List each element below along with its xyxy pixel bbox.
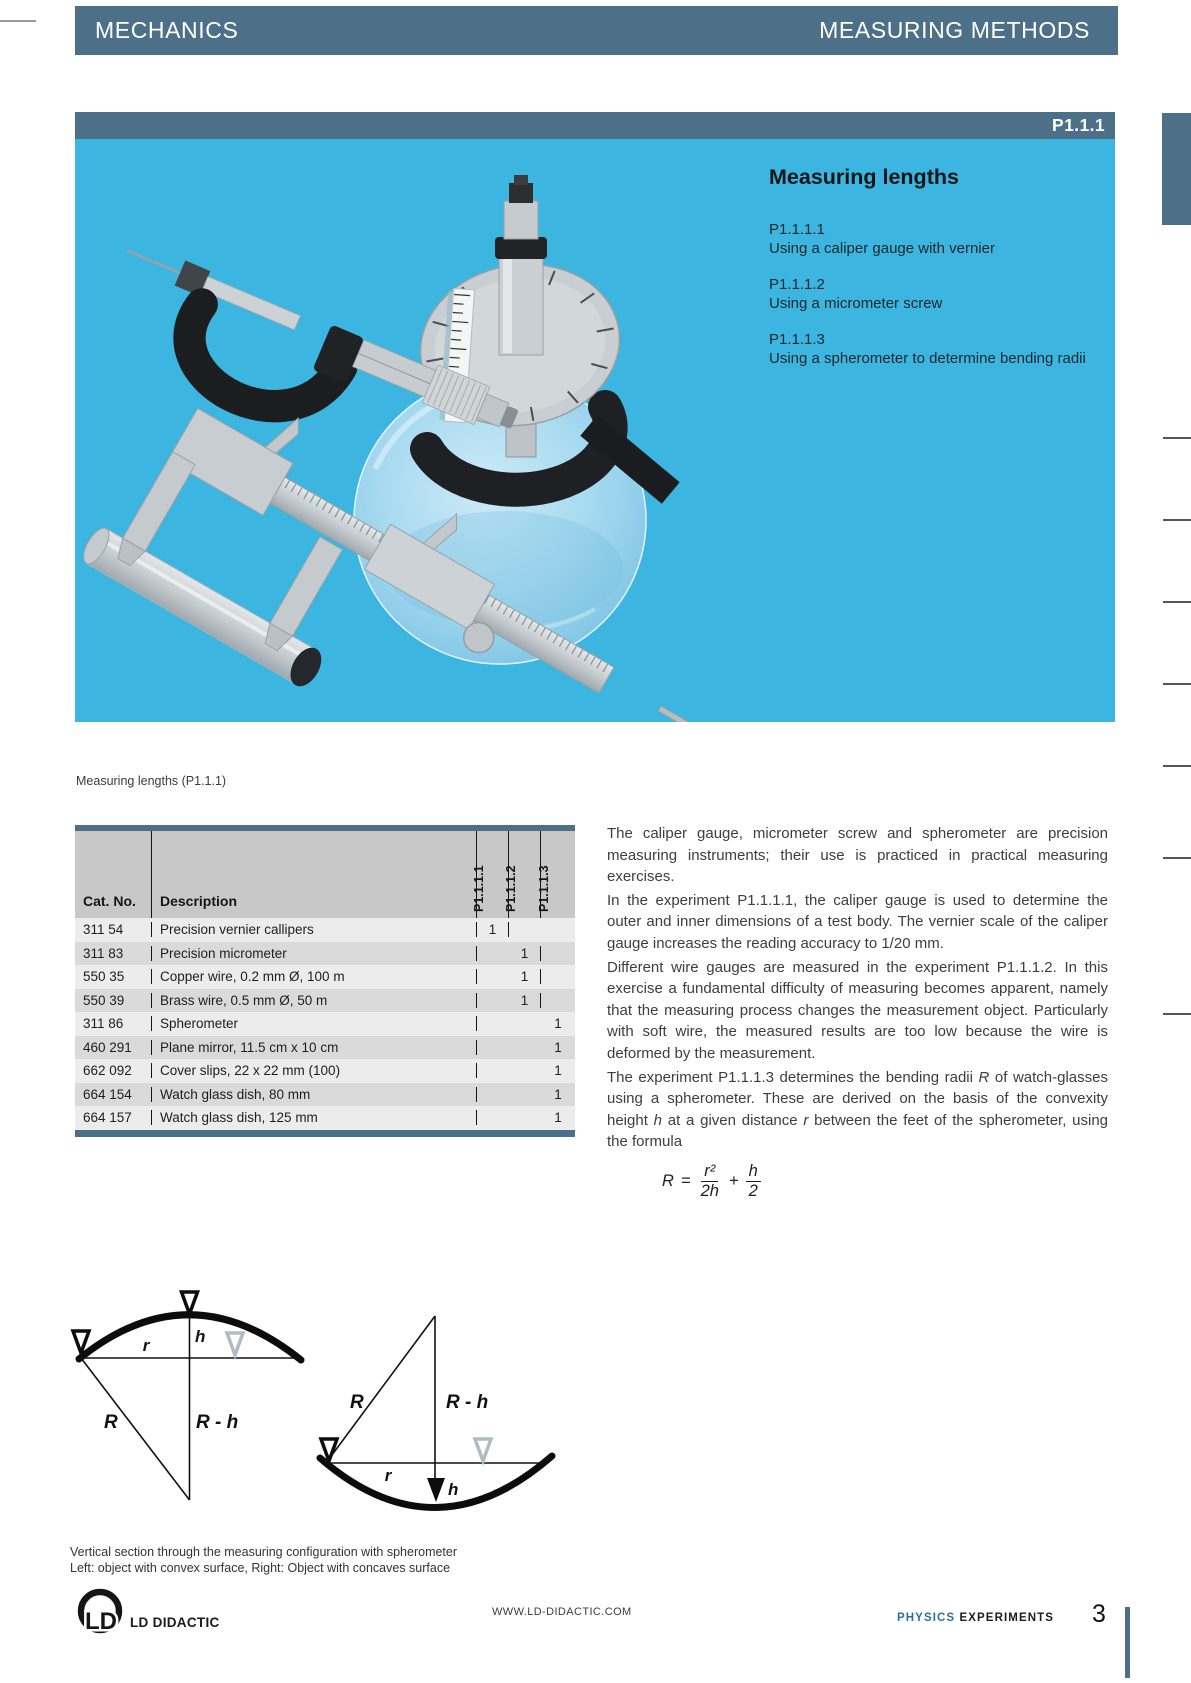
margin-tick bbox=[1163, 857, 1191, 859]
spherometer-foot-icon bbox=[182, 1292, 198, 1314]
product-photo-panel bbox=[75, 139, 1115, 722]
diagram-caption: Vertical section through the measuring configuration with spherometer Left: object with convex surface, Right: Object with concaves surface bbox=[70, 1545, 458, 1575]
col-header-p1112: P1.1.1.2 bbox=[509, 831, 541, 918]
chapter-title: MECHANICS bbox=[95, 17, 239, 43]
table-header-row bbox=[75, 831, 575, 918]
label-R: R bbox=[104, 1412, 118, 1433]
label-h: h bbox=[448, 1480, 459, 1499]
experiment-entry-title: Using a caliper gauge with vernier bbox=[769, 240, 995, 257]
footer-brand-experiments: EXPERIMENTS bbox=[959, 1612, 1055, 1624]
logo-wordmark: LD DIDACTIC bbox=[130, 1615, 220, 1630]
section-title: MEASURING METHODS bbox=[819, 17, 1090, 43]
photo-caption: Measuring lengths (P1.1.1) bbox=[76, 774, 227, 788]
experiment-entry bbox=[769, 275, 1089, 313]
paragraph: The caliper gauge, micrometer screw and spherometer are precision measuring instruments; their use is practiced in practical measuring exercises. bbox=[607, 825, 1108, 886]
table-bottom-bar bbox=[75, 1130, 575, 1137]
table-row: 311 83 Precision micrometer 1 bbox=[75, 942, 575, 966]
label-r: r bbox=[384, 1466, 392, 1485]
paragraph: The experiment P1.1.1.3 determines the bending radii R of watch-glasses using a spherometer. These are derived on the basis of the convexity height h at a given distance r between the feet of the spherometer, using the formula bbox=[607, 1068, 1109, 1151]
footer-brand-physics: PHYSICS bbox=[897, 1612, 956, 1624]
table-row: 664 154 Watch glass dish, 80 mm 1 bbox=[75, 1083, 575, 1107]
radius-formula: R = $\frac{\text{r²}}{2h}$ + $\frac{h}{2}$ bbox=[662, 1162, 1108, 1201]
experiment-entry-code: P1.1.1.2 bbox=[769, 276, 825, 293]
spherometer-foot-ghost-icon bbox=[475, 1439, 491, 1461]
spherometer-tip-icon bbox=[427, 1478, 445, 1502]
concave-diagram bbox=[320, 1316, 552, 1508]
table-row: 311 54 Precision vernier callipers 1 bbox=[75, 918, 575, 942]
ld-didactic-logo bbox=[73, 1586, 273, 1644]
experiment-entry bbox=[769, 330, 1089, 368]
page-number: 3 bbox=[1092, 1600, 1106, 1628]
footer-website-link[interactable]: WWW.LD-DIDACTIC.COM bbox=[492, 1606, 632, 1618]
table-row: 311 86 Spherometer 1 bbox=[75, 1012, 575, 1036]
col-header-p1111: P1.1.1.1 bbox=[477, 831, 509, 918]
col-header-p1113: P1.1.1.3 bbox=[537, 865, 551, 912]
table-row: 662 092 Cover slips, 22 x 22 mm (100) 1 bbox=[75, 1059, 575, 1083]
table-row: 550 35 Copper wire, 0.2 mm Ø, 100 m 1 bbox=[75, 965, 575, 989]
convex-diagram bbox=[73, 1292, 301, 1500]
label-R: R bbox=[350, 1392, 364, 1413]
print-registration-mark bbox=[0, 20, 36, 22]
label-r: r bbox=[142, 1336, 150, 1355]
spherometer-geometry-diagram bbox=[58, 1278, 578, 1548]
col-header-description: Description bbox=[152, 831, 477, 918]
experiment-entry bbox=[769, 220, 1089, 258]
experiment-entry-title: Using a spherometer to determine bending radii bbox=[769, 350, 1086, 367]
chapter-header-bar bbox=[75, 6, 1118, 55]
label-R-minus-h: R - h bbox=[196, 1412, 239, 1433]
experiment-code: P1.1.1 bbox=[1052, 115, 1105, 135]
experiment-entry-code: P1.1.1.3 bbox=[769, 331, 825, 348]
footer-brand bbox=[897, 1612, 1054, 1624]
equipment-table bbox=[75, 825, 575, 1137]
margin-tick bbox=[1163, 519, 1191, 521]
margin-tick bbox=[1163, 765, 1191, 767]
logo-mark: LD bbox=[85, 1608, 117, 1635]
table-row: 460 291 Plane mirror, 11.5 cm x 10 cm 1 bbox=[75, 1036, 575, 1060]
label-R-minus-h: R - h bbox=[446, 1392, 489, 1413]
hero-text-block bbox=[769, 165, 1089, 385]
margin-tick bbox=[1163, 601, 1191, 603]
page-number-bar bbox=[1125, 1607, 1130, 1678]
page-title: Measuring lengths bbox=[769, 165, 959, 189]
experiment-entry-title: Using a micrometer screw bbox=[769, 295, 943, 312]
paragraph: Different wire gauges are measured in the experiment P1.1.1.2. In this exercise a fundamental difficulty of measuring becomes apparent, namely that the measuring process changes the measurement object. Particularly with soft wire, the measured results are too low because the wire is deformed by the measurement. bbox=[607, 958, 1108, 1062]
table-row: 550 39 Brass wire, 0.5 mm Ø, 50 m 1 bbox=[75, 989, 575, 1013]
table-body bbox=[75, 918, 575, 1130]
margin-tick bbox=[1163, 1013, 1191, 1015]
paragraph: In the experiment P1.1.1.1, the caliper gauge is used to determine the outer and inner dimensions of a test body. The vernier scale of the caliper gauge increases the reading accuracy to 1/20 mm. bbox=[607, 891, 1108, 952]
col-header-cat-no: Cat. No. bbox=[75, 831, 152, 918]
description-text-column bbox=[607, 823, 1108, 1201]
label-h: h bbox=[195, 1327, 206, 1346]
experiment-entry-code: P1.1.1.1 bbox=[769, 221, 825, 238]
table-row: 664 157 Watch glass dish, 125 mm 1 bbox=[75, 1106, 575, 1130]
spherometer-foot-ghost-icon bbox=[227, 1333, 243, 1355]
margin-tick bbox=[1163, 437, 1191, 439]
margin-section-tab bbox=[1162, 113, 1191, 225]
margin-tick bbox=[1163, 683, 1191, 685]
experiment-code-bar bbox=[75, 112, 1115, 139]
